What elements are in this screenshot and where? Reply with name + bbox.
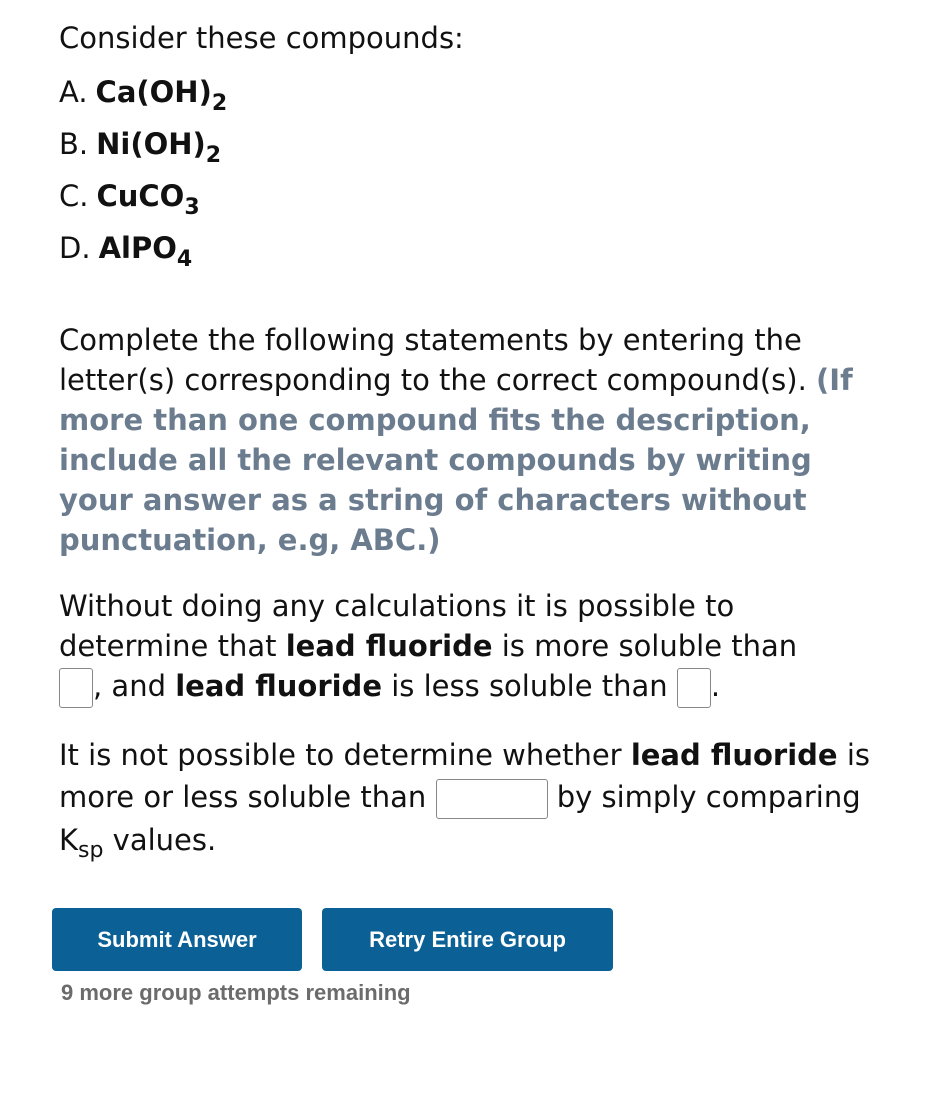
- formula-subscript: 2: [205, 143, 222, 168]
- statement-text: by simply comparing K: [59, 780, 861, 857]
- compound-letter: D.: [59, 231, 91, 265]
- statement-text: , and: [93, 669, 176, 703]
- compound-formula: [96, 124, 221, 168]
- compound-letter: B.: [59, 127, 89, 161]
- statement-text: is more or less soluble than: [59, 738, 870, 814]
- compound-formula: [99, 228, 193, 272]
- formula-subscript: 2: [211, 91, 228, 116]
- compound-name: lead fluoride: [630, 738, 838, 772]
- intro-text: Consider these compounds:: [59, 21, 464, 55]
- compound-formula: [96, 176, 199, 220]
- compound-name: lead fluoride: [285, 629, 493, 663]
- formula-subscript: 4: [176, 247, 193, 272]
- compound-name: lead fluoride: [175, 669, 382, 703]
- submit-answer-button[interactable]: Submit Answer: [52, 908, 302, 971]
- less-soluble-than-input[interactable]: [677, 668, 711, 708]
- ksp-subscript: sp: [78, 838, 104, 863]
- retry-entire-group-button[interactable]: Retry Entire Group: [322, 908, 613, 971]
- compound-c: [59, 176, 889, 228]
- formula-main: CuCO: [96, 179, 185, 213]
- formula-main: Ca(OH): [95, 75, 212, 109]
- statement-text: It is not possible to determine whether: [59, 738, 631, 772]
- instructions-text: Complete the following statements by entering the letter(s) corresponding to the correct compound(s).: [59, 323, 807, 397]
- button-row: [52, 908, 613, 971]
- instructions-hint: (If more than one compound fits the description, include all the relevant compounds by writing your answer as a string of characters without punctuation, e.g, ABC.): [59, 363, 853, 557]
- statement-text: values.: [103, 823, 217, 857]
- statement-text: is more soluble than: [492, 629, 798, 663]
- compound-b: [59, 124, 889, 176]
- compound-d: [59, 228, 889, 280]
- statement-text: .: [710, 669, 721, 703]
- compound-letter: A.: [59, 75, 88, 109]
- statement-solubility-comparison: [59, 586, 889, 708]
- formula-main: AlPO: [98, 231, 177, 265]
- instructions: [59, 320, 889, 560]
- compound-list: [59, 72, 889, 280]
- statement-text: is less soluble than: [382, 669, 677, 703]
- more-soluble-than-input[interactable]: [59, 668, 93, 708]
- compound-formula: [96, 72, 228, 116]
- statement-undetermined: [59, 734, 889, 865]
- undetermined-input[interactable]: [436, 779, 548, 819]
- compound-a: [59, 72, 889, 124]
- attempts-remaining-text: 9 more group attempts remaining: [61, 980, 411, 1005]
- formula-main: Ni(OH): [96, 127, 206, 161]
- compound-letter: C.: [59, 179, 89, 213]
- statement-text: Without doing any calculations it is possible to determine that: [59, 589, 735, 663]
- question-content: [59, 18, 889, 865]
- formula-subscript: 3: [184, 195, 200, 220]
